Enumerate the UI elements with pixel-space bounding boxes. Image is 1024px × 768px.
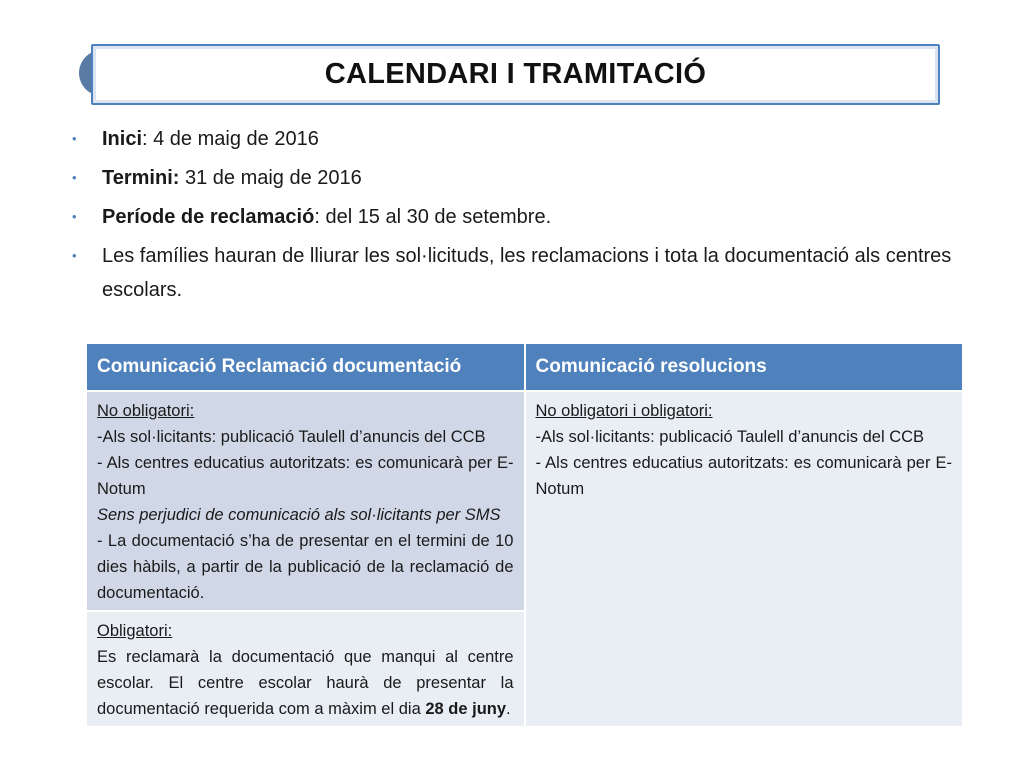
- cell-heading: No obligatori:: [97, 402, 195, 420]
- bullet-item: [72, 200, 952, 234]
- cell-body-text: Es reclamarà la documentació que manqui al centre escolar. El centre escolar haurà de presentar la documentació requerida com a màxim el dia: [97, 648, 514, 718]
- page-title: CALENDARI I TRAMITACIÓ: [324, 58, 707, 90]
- cell-heading: Obligatori:: [97, 622, 173, 640]
- table-header-row: [87, 344, 962, 390]
- bullet-icon: •: [72, 131, 77, 146]
- column-header-resolucions: Comunicació resolucions: [526, 344, 963, 390]
- bullet-item: [72, 161, 952, 195]
- bullet-text: : 4 de maig de 2016: [142, 128, 319, 150]
- bullet-item: [72, 239, 952, 307]
- bullet-icon: •: [72, 170, 77, 185]
- title-box: [91, 44, 940, 105]
- bullet-list: [72, 122, 952, 312]
- cell-line: -Als sol·licitants: publicació Taulell d’anuncis del CCB: [97, 428, 486, 446]
- cell-resolucions: [526, 392, 963, 726]
- cell-line: -Als sol·licitants: publicació Taulell d’anuncis del CCB: [535, 428, 925, 446]
- bullet-icon: •: [72, 248, 77, 263]
- bullet-icon: •: [72, 209, 77, 224]
- deadline-date: 28 de juny: [425, 700, 507, 718]
- bullet-label: Període de reclamació: [102, 206, 315, 228]
- cell-no-obligatori: [87, 392, 524, 610]
- cell-text: [97, 644, 514, 722]
- bullet-label: Termini:: [102, 167, 180, 189]
- bullet-text: Les famílies hauran de lliurar les sol·licituds, les reclamacions i tota la documentació als centres escolars.: [102, 245, 952, 301]
- cell-line: - Als centres educatius autoritzats: es comunicarà per E-Notum: [535, 454, 952, 498]
- cell-heading: No obligatori i obligatori:: [535, 402, 713, 420]
- bullet-text: 31 de maig de 2016: [179, 167, 362, 189]
- table-row: [87, 392, 962, 610]
- cell-note: Sens perjudici de comunicació als sol·licitants per SMS: [97, 506, 501, 524]
- cell-obligatori: [87, 612, 524, 726]
- cell-end-punct: .: [506, 700, 511, 718]
- bullet-text: : del 15 al 30 de setembre.: [314, 206, 552, 228]
- communication-table: [85, 342, 964, 728]
- cell-line: - La documentació s’ha de presentar en el termini de 10 dies hàbils, a partir de la publicació de la reclamació de documentació.: [97, 532, 514, 602]
- bullet-label: Inici: [102, 128, 143, 150]
- cell-line: - Als centres educatius autoritzats: es comunicarà per E-Notum: [97, 454, 514, 498]
- bullet-item: [72, 122, 952, 156]
- column-header-reclamacio: Comunicació Reclamació documentació: [87, 344, 524, 390]
